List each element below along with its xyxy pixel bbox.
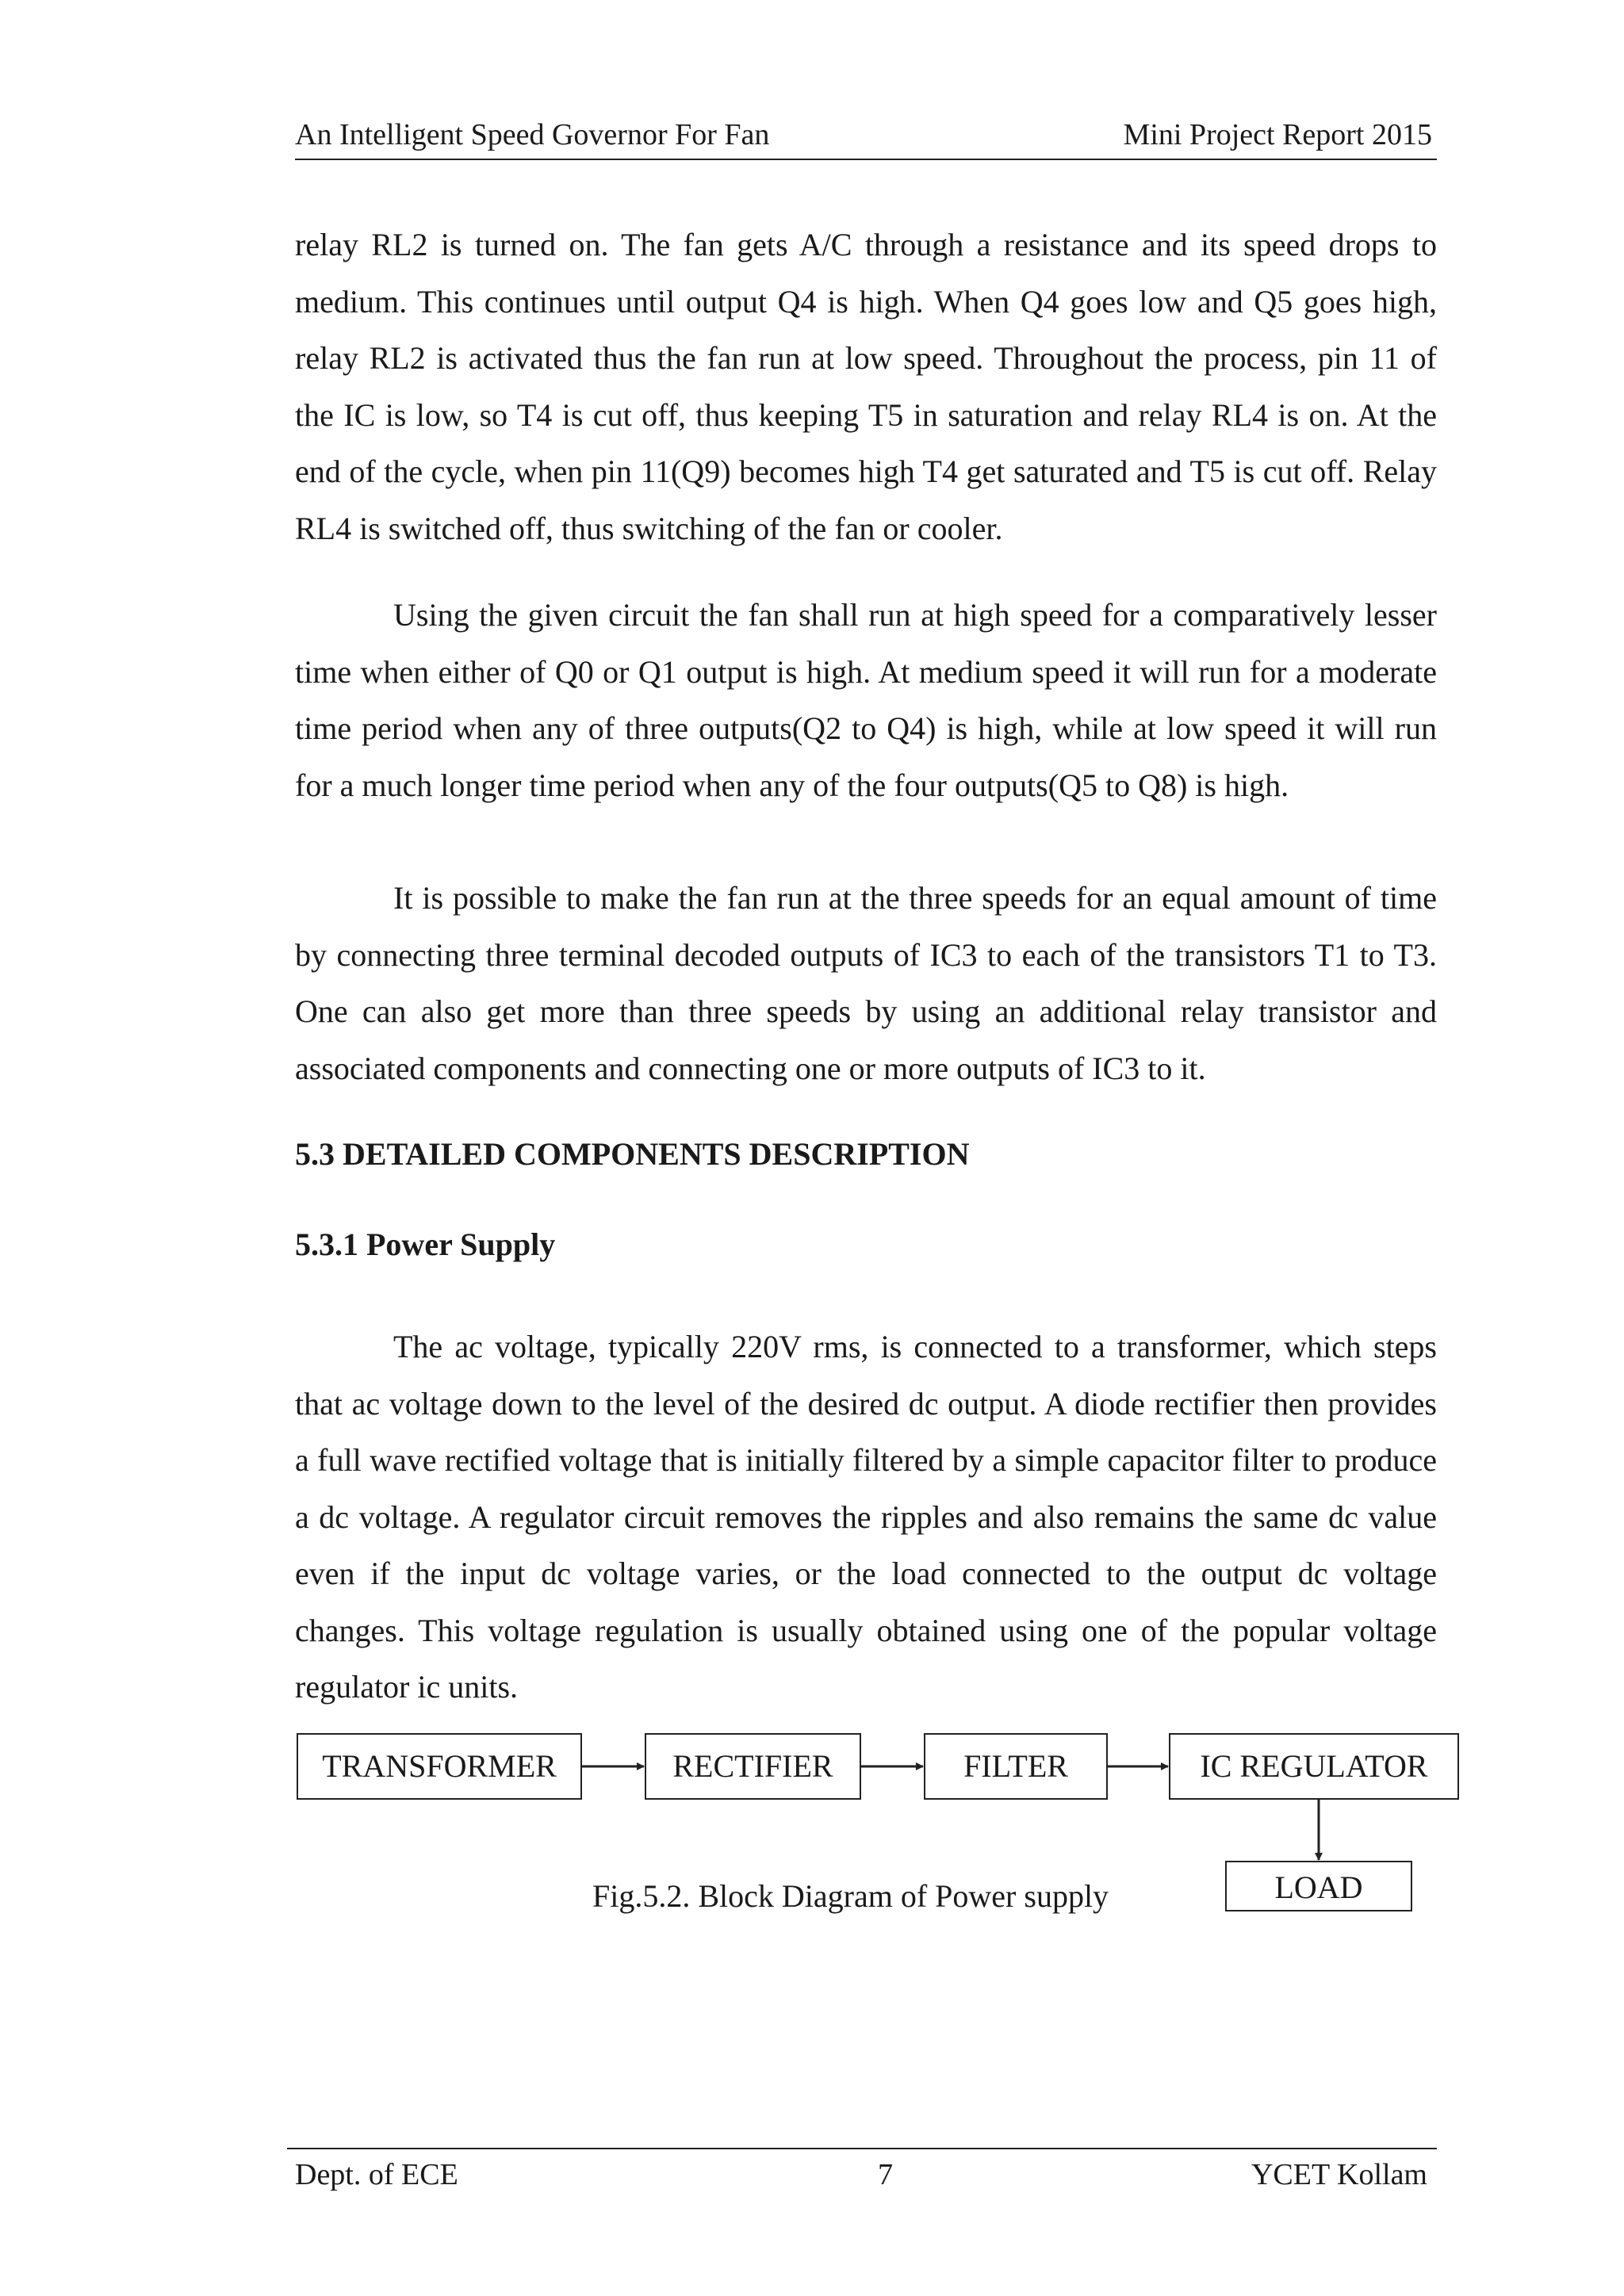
page-footer [287, 2148, 1437, 2197]
header-report: Mini Project Report 2015 [1123, 118, 1432, 151]
paragraph-3: It is possible to make the fan run at the three speeds for an equal amount of time by connecting three terminal decoded outputs of IC3 to each of the transistors T1 to T3. One can also get more than three speeds by using an additional relay transistor and associated components and connecting one or more outputs of IC3 to it. [295, 880, 1437, 1086]
ic-regulator-block: IC REGULATOR [1169, 1733, 1459, 1800]
transformer-block: TRANSFORMER [297, 1733, 582, 1800]
footer-college: YCET Kollam [1251, 2158, 1427, 2191]
rectifier-block: RECTIFIER [645, 1733, 861, 1800]
header-title: An Intelligent Speed Governor For Fan [295, 118, 770, 151]
figure-caption: Fig.5.2. Block Diagram of Power supply [592, 1878, 1109, 1914]
filter-block: FILTER [924, 1733, 1108, 1800]
load-block: LOAD [1225, 1861, 1412, 1911]
section-heading: 5.3 DETAILED COMPONENTS DESCRIPTION [295, 1136, 970, 1172]
subsection-heading: 5.3.1 Power Supply [295, 1226, 556, 1262]
paragraph-4: The ac voltage, typically 220V rms, is connected to a transformer, which steps that ac voltage down to the level of the desired dc output. A diode rectifier then provides a full wave rectified voltage that is initially filtered by a simple capacitor filter to produce a dc voltage. A regulator circuit removes the ripples and also remains the same dc value even if the input dc voltage varies, or the load connected to the output dc voltage changes. This voltage regulation is usually obtained using one of the popular voltage regulator ic units. [295, 1329, 1437, 1705]
paragraph-2: Using the given circuit the fan shall run at high speed for a comparatively lesser time when either of Q0 or Q1 output is high. At medium speed it will run for a moderate time period when any of three outputs(Q2 to Q4) is high, while at low speed it will run for a much longer time period when any of the four outputs(Q5 to Q8) is high. [295, 597, 1437, 803]
footer-dept: Dept. of ECE [295, 2158, 458, 2191]
paragraph-1: relay RL2 is turned on. The fan gets A/C through a resistance and its speed drops to medium. This continues until output Q4 is high. When Q4 goes low and Q5 goes high, relay RL2 is activated thus the fan run at low speed. Throughout the process, pin 11 of the IC is low, so T4 is cut off, thus keeping T5 in saturation and relay RL4 is on. At the end of the cycle, when pin 11(Q9) becomes high T4 get saturated and T5 is cut off. Relay RL4 is switched off, thus switching of the fan or cooler. [295, 227, 1437, 546]
page-number: 7 [878, 2158, 893, 2191]
